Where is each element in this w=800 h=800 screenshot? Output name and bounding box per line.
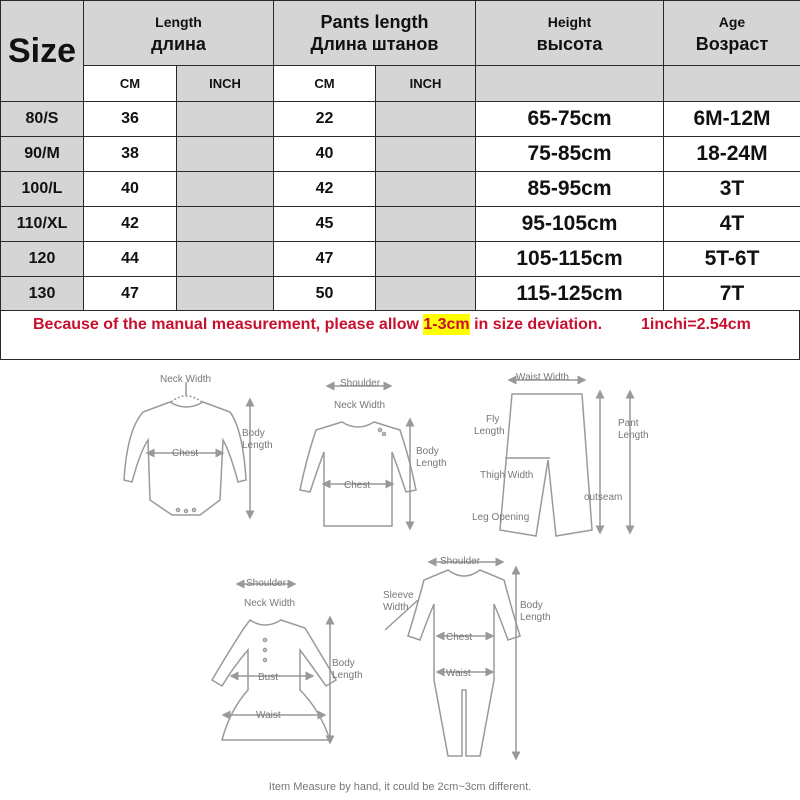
dress-shoulder-label: Shoulder [246, 578, 287, 589]
pants-cm-cell: 40 [274, 137, 376, 172]
size-cell: 120 [1, 242, 84, 277]
height-cell: 65-75cm [476, 102, 664, 137]
size-cell: 80/S [1, 102, 84, 137]
pants-length-header [274, 1, 476, 66]
height-cell: 75-85cm [476, 137, 664, 172]
pants-diagram [472, 372, 649, 536]
bodysuit-neck-label: Neck Width [160, 374, 212, 385]
age-header [664, 1, 800, 66]
pants-cm-cell: 42 [274, 172, 376, 207]
dress-waist-label: Waist [256, 710, 281, 721]
table-row [1, 242, 800, 277]
length-cm-unit: CM [84, 66, 177, 102]
size-cell: 110/XL [1, 207, 84, 242]
pants-thigh-label: Thigh Width [480, 470, 534, 481]
pants-length-header-en: Pants length [320, 12, 429, 32]
romper-waist-label: Waist [446, 668, 471, 679]
pants-cm-unit: CM [274, 66, 376, 102]
shirt-shoulder-label: Shoulder [340, 378, 381, 389]
pants-inch-cell [376, 242, 476, 277]
age-header-en: Age [718, 14, 746, 30]
pants-cm-cell: 22 [274, 102, 376, 137]
length-cm-cell: 47 [84, 277, 177, 311]
age-unit-cell [664, 66, 800, 102]
length-header [84, 1, 274, 66]
pants-inch-cell [376, 277, 476, 311]
bodysuit-body-label: Body [242, 428, 265, 439]
table-row [1, 277, 800, 311]
pants-leg-label: Leg Opening [472, 512, 530, 523]
shirt-neck-label: Neck Width [334, 400, 386, 411]
pants-inch-cell [376, 172, 476, 207]
height-cell: 105-115cm [476, 242, 664, 277]
length-inch-cell [177, 137, 274, 172]
length-inch-unit: INCH [177, 66, 274, 102]
shirt-diagram [300, 378, 447, 526]
bodysuit-length-label: Length [242, 440, 273, 451]
age-cell: 18-24M [664, 137, 800, 172]
notice-before: Because of the manual measurement, please allow [33, 316, 424, 333]
pants-cm-cell: 50 [274, 277, 376, 311]
pants-pant-label: Pant [618, 418, 639, 429]
size-header: Size [1, 1, 84, 102]
length-cm-cell: 38 [84, 137, 177, 172]
length-inch-cell [177, 242, 274, 277]
pants-outseam-label: outseam [584, 492, 623, 503]
length-cm-cell: 42 [84, 207, 177, 242]
romper-sleeve-label: Sleeve [383, 590, 414, 601]
romper-body-label: Body [520, 600, 543, 611]
age-cell: 3T [664, 172, 800, 207]
romper-sleeve-width-label: Width [383, 602, 409, 613]
measurement-notice [0, 310, 800, 360]
table-row [1, 207, 800, 242]
bodysuit-chest-label: Chest [172, 448, 199, 459]
pants-fly-length-label: Length [474, 426, 505, 437]
height-cell: 95-105cm [476, 207, 664, 242]
dress-bust-label: Bust [258, 672, 279, 683]
pants-cm-cell: 47 [274, 242, 376, 277]
dress-body-label: Body [332, 658, 355, 669]
notice-after: in size deviation. [469, 316, 603, 333]
romper-diagram [383, 556, 551, 756]
pants-inch-unit: INCH [376, 66, 476, 102]
bodysuit-diagram [124, 374, 273, 515]
length-inch-cell [177, 207, 274, 242]
height-header [476, 1, 664, 66]
length-inch-cell [177, 102, 274, 137]
pants-waist-label: Waist Width [516, 372, 569, 383]
height-header-en: Height [547, 14, 592, 30]
height-header-ru: высота [536, 34, 603, 54]
pants-inch-cell [376, 102, 476, 137]
age-cell: 7T [664, 277, 800, 311]
deviation-notice-text [33, 316, 602, 334]
pants-pant-length-label: Length [618, 430, 649, 441]
shirt-body-label: Body [416, 446, 439, 457]
pants-length-header-ru: Длина штанов [310, 34, 439, 54]
length-cm-cell: 40 [84, 172, 177, 207]
length-inch-cell [177, 277, 274, 311]
length-cm-cell: 36 [84, 102, 177, 137]
romper-chest-label: Chest [446, 632, 473, 643]
dress-length-label: Length [332, 670, 363, 681]
table-row [1, 102, 800, 137]
height-cell: 85-95cm [476, 172, 664, 207]
height-unit-cell [476, 66, 664, 102]
table-row [1, 172, 800, 207]
length-cm-cell: 44 [84, 242, 177, 277]
size-chart-table [0, 0, 800, 311]
length-inch-cell [177, 172, 274, 207]
table-row [1, 137, 800, 172]
age-cell: 4T [664, 207, 800, 242]
shirt-length-label: Length [416, 458, 447, 469]
age-cell: 6M-12M [664, 102, 800, 137]
measurement-footnote: Item Measure by hand, it could be 2cm~3cm different. [268, 781, 532, 793]
size-cell: 130 [1, 277, 84, 311]
length-header-ru: длина [151, 34, 206, 54]
inch-conversion: 1inchi=2.54cm [641, 316, 751, 333]
age-header-ru: Возраст [695, 34, 769, 54]
pants-fly-label: Fly [486, 414, 500, 425]
size-cell: 100/L [1, 172, 84, 207]
notice-highlight: 1-3cm [423, 316, 470, 333]
pants-inch-cell [376, 207, 476, 242]
pants-inch-cell [376, 137, 476, 172]
pants-cm-cell: 45 [274, 207, 376, 242]
age-cell: 5T-6T [664, 242, 800, 277]
height-cell: 115-125cm [476, 277, 664, 311]
dress-diagram [212, 578, 363, 740]
romper-shoulder-label: Shoulder [440, 556, 481, 567]
dress-neck-label: Neck Width [244, 598, 296, 609]
romper-length-label: Length [520, 612, 551, 623]
measurement-diagrams [0, 360, 800, 800]
size-cell: 90/M [1, 137, 84, 172]
shirt-chest-label: Chest [344, 480, 371, 491]
length-header-en: Length [155, 14, 202, 30]
